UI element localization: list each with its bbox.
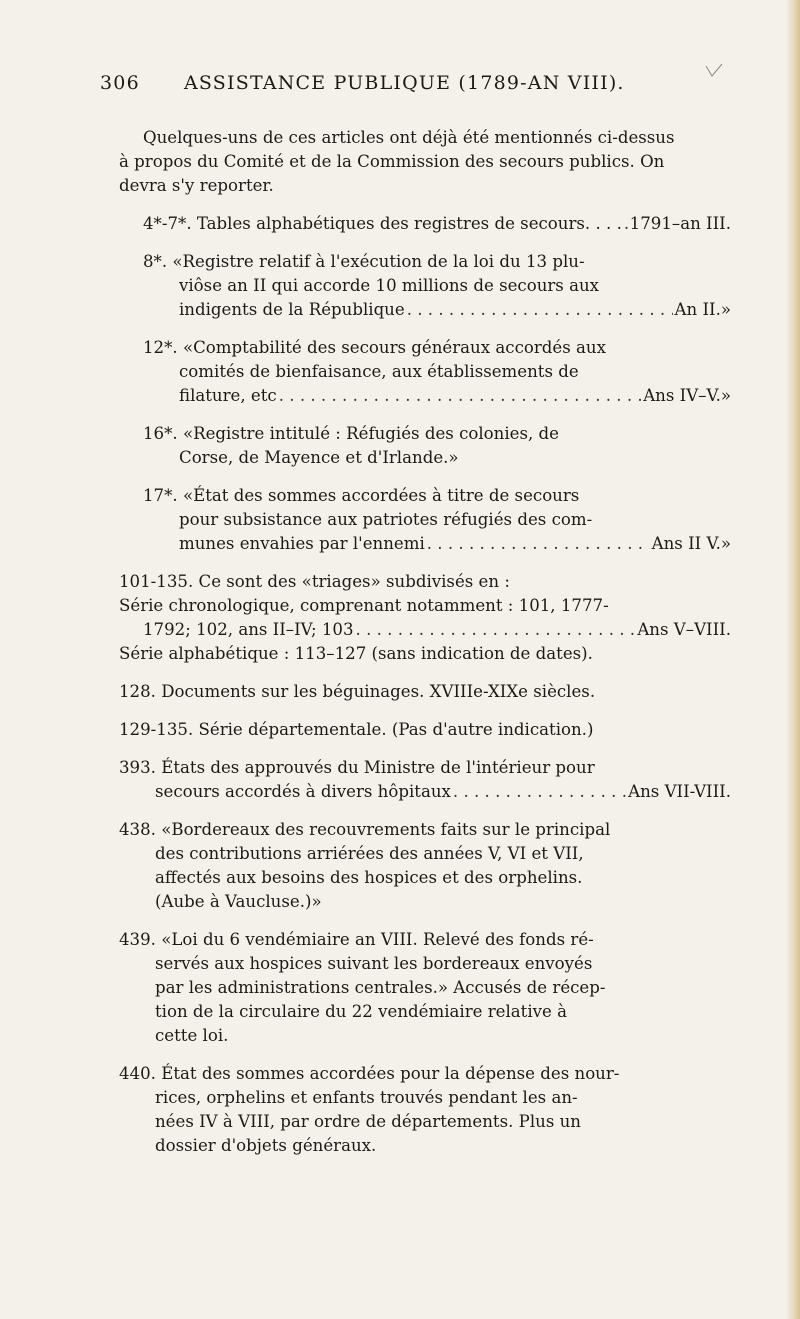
entry-8 [119, 250, 731, 322]
dot-leader [356, 618, 636, 642]
entry-date: Ans II V.» [651, 534, 731, 553]
text-line: Série alphabétique : 113–127 (sans indication de dates). [119, 644, 593, 663]
text-line: nées IV à VIII, par ordre de départements. Plus un [155, 1112, 581, 1131]
text-line: affectés aux besoins des hospices et des orphelins. [155, 868, 583, 887]
text-line: 393. États des approuvés du Ministre de l'intérieur pour [119, 758, 595, 777]
entry-439 [119, 928, 731, 1048]
text-line: Quelques-uns de ces articles ont déjà été mentionnés ci-dessus [143, 128, 675, 147]
text-line: devra s'y reporter. [119, 176, 274, 195]
text-line: tion de la circulaire du 22 vendémiaire relative à [155, 1002, 568, 1021]
entry-text: 4*-7*. Tables alphabétiques des registres de secours. . . . [143, 214, 622, 233]
text-line: pour subsistance aux patriotes réfugiés des com- [179, 510, 593, 529]
text-line: 17*. «État des sommes accordées à titre de secours [143, 486, 580, 505]
entry-text: secours accordés à divers hôpitaux [155, 782, 451, 801]
text-line: comités de bienfaisance, aux établissements de [179, 362, 579, 381]
entry-date: Ans IV–V.» [643, 386, 731, 405]
entry-438 [119, 818, 731, 914]
text-line: 440. État des sommes accordées pour la dépense des nour- [119, 1064, 620, 1083]
entry-date: An II.» [674, 300, 731, 319]
entry-12 [119, 336, 731, 408]
dot-leader [279, 384, 641, 408]
page-edge [786, 0, 800, 1319]
text-line: 8*. «Registre relatif à l'exécution de la loi du 13 plu- [143, 252, 585, 271]
entry-text: 1792; 102, ans II–IV; 103 [143, 620, 354, 639]
text-line: des contributions arriérées des années V, VI et VII, [155, 844, 584, 863]
entry-date: Ans VII-VIII. [628, 782, 731, 801]
page-body [119, 126, 731, 1172]
intro-paragraph [119, 126, 731, 198]
entry-date: 1791–an III. [629, 214, 731, 233]
entry-128 [119, 680, 731, 704]
page-number: 306 [100, 72, 140, 94]
entry-16 [119, 422, 731, 470]
text-line: 12*. «Comptabilité des secours généraux accordés aux [143, 338, 606, 357]
dot-leader [624, 212, 628, 236]
entry-text: indigents de la République [179, 300, 405, 319]
text-line: par les administrations centrales.» Accusés de récep- [155, 978, 606, 997]
dot-leader [407, 298, 673, 322]
entry-440 [119, 1062, 731, 1158]
entry-text: filature, etc [179, 386, 277, 405]
text-line: 128. Documents sur les béguinages. XVIIIe-XIXe siècles. [119, 682, 596, 701]
text-line: viôse an II qui accorde 10 millions de secours aux [179, 276, 600, 295]
entry-4-7 [119, 212, 731, 236]
text-line: 16*. «Registre intitulé : Réfugiés des colonies, de [143, 424, 559, 443]
text-line: Série chronologique, comprenant notamment : 101, 1777- [119, 596, 609, 615]
text-line: à propos du Comité et de la Commission des secours publics. On [119, 152, 665, 171]
text-line: cette loi. [155, 1026, 229, 1045]
entry-date: Ans V–VIII. [637, 620, 731, 639]
text-line: 439. «Loi du 6 vendémiaire an VIII. Relevé des fonds ré- [119, 930, 594, 949]
page-header [100, 64, 720, 104]
text-line: 101-135. Ce sont des «triages» subdivisés en : [119, 572, 510, 591]
text-line: servés aux hospices suivant les bordereaux envoyés [155, 954, 593, 973]
text-line: Corse, de Mayence et d'Irlande.» [179, 448, 459, 467]
entry-text: munes envahies par l'ennemi [179, 534, 425, 553]
dot-leader [427, 532, 650, 556]
entry-101-135 [119, 570, 731, 666]
text-line: dossier d'objets généraux. [155, 1136, 377, 1155]
text-line: (Aube à Vaucluse.)» [155, 892, 322, 911]
text-line: rices, orphelins et enfants trouvés pendant les an- [155, 1088, 578, 1107]
entry-17 [119, 484, 731, 556]
text-line: 438. «Bordereaux des recouvrements faits sur le principal [119, 820, 611, 839]
dot-leader [453, 780, 626, 804]
entry-393 [119, 756, 731, 804]
entry-129-135 [119, 718, 731, 742]
text-line: 129-135. Série départementale. (Pas d'autre indication.) [119, 720, 594, 739]
running-title: ASSISTANCE PUBLIQUE (1789-AN VIII). [184, 72, 625, 94]
